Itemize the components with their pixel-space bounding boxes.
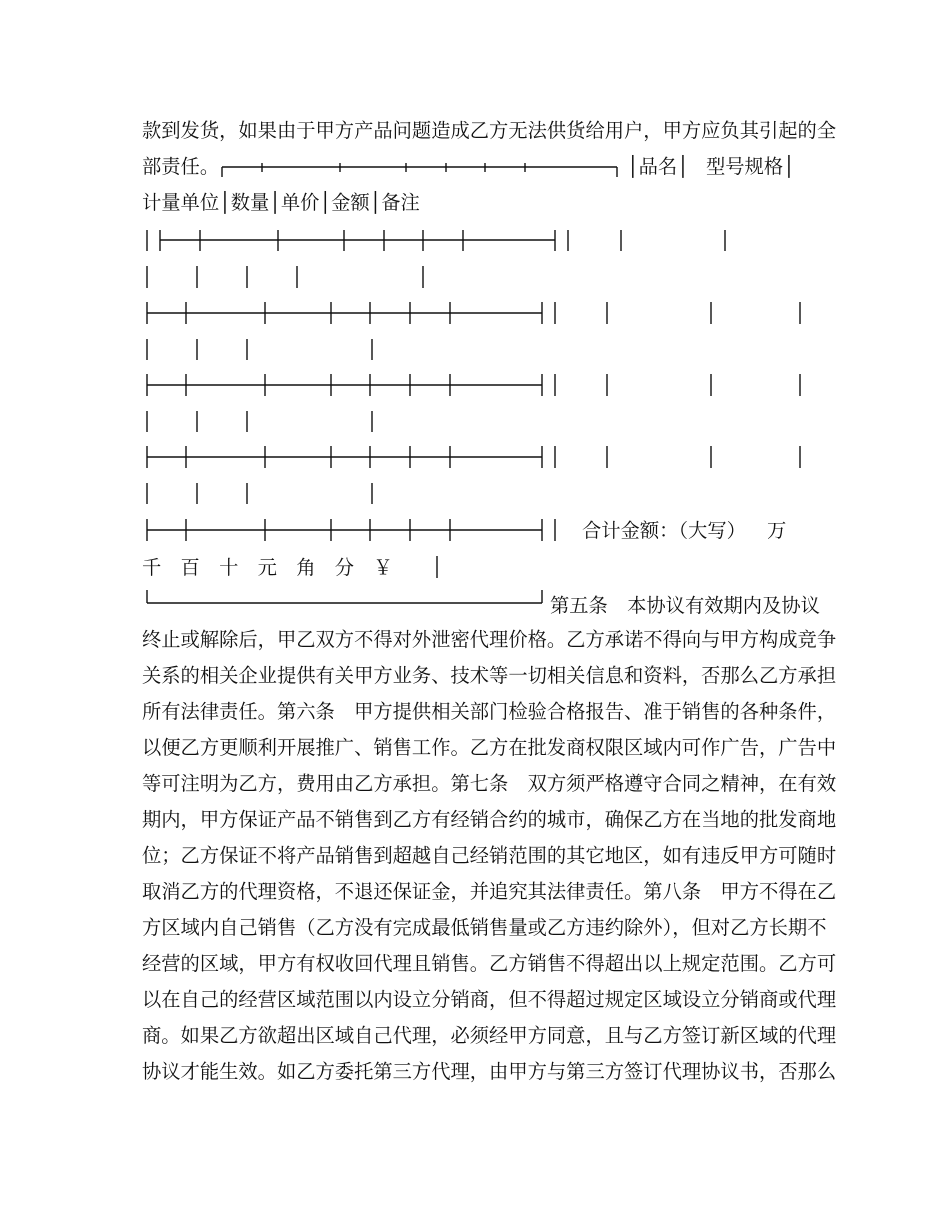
table-cell-row-4 — [147, 483, 372, 504]
table-cell-row-1 — [147, 266, 423, 288]
table-row-separator-3 — [147, 374, 800, 396]
text-line-2: 部责任。 — [142, 155, 220, 178]
body-line-10: 经营的区域，甲方有权收回代理且销售。乙方销售不得超出以上规定范围。乙方可 — [142, 952, 837, 975]
body-line-2: 关系的相关企业提供有关甲方业务、技术等一切相关信息和资料，否那么乙方承担 — [142, 664, 837, 687]
table-row-separator-2 — [147, 302, 800, 324]
table-cell-row-3 — [147, 411, 372, 432]
total-amount-label: 合计金额：（大写） — [582, 519, 746, 542]
body-line-4: 以便乙方更顺利开展推广、销售工作。乙方在批发商权限区域内可作广告，广告中 — [142, 736, 837, 759]
body-line-13: 协议才能生效。如乙方委托第三方代理，由甲方与第三方签订代理协议书，否那么 — [142, 1060, 837, 1083]
body-line-12: 商。如果乙方欲超出区域自己代理，必须经甲方同意，且与乙方签订新区域的代理 — [142, 1024, 837, 1047]
table-top-border — [222, 163, 617, 177]
table-row-separator-1 — [147, 230, 725, 251]
body-line-5: 等可注明为乙方，费用由乙方承担。第七条 双方须严格遵守合同之精神，在有效 — [142, 772, 837, 795]
table-cell-row-2 — [147, 339, 372, 360]
text-line-1: 款到发货，如果由于甲方产品问题造成乙方无法供货给用户，甲方应负其引起的全 — [142, 119, 837, 142]
table-row-separator-4 — [147, 446, 800, 468]
table-header-model-spec: 型号规格│ — [706, 155, 795, 178]
clause-five-start: 第五条 本协议有效期内及协议 — [550, 594, 820, 617]
table-row-separator-5 — [147, 519, 555, 541]
table-header-product-name: │品名│ — [627, 155, 689, 178]
total-amount-wan: 万 — [767, 519, 787, 542]
body-line-1: 终止或解除后，甲乙双方不得对外泄密代理价格。乙方承诺不得向与甲方构成竞争 — [142, 628, 837, 651]
body-line-3: 所有法律责任。第六条 甲方提供相关部门检验合格报告、准于销售的各种条件， — [142, 700, 837, 723]
table-bottom-border — [147, 590, 542, 603]
body-line-11: 以在自己的经营区域范围以内设立分销商，但不得超过规定区域设立分销商或代理 — [142, 988, 837, 1011]
total-amount-units: 千 百 十 元 角 分 ￥ — [142, 556, 393, 579]
table-header-line-2: 计量单位│数量│单价│金额│备注 — [142, 191, 420, 214]
body-line-9: 方区域内自己销售（乙方没有完成最低销售量或乙方违约除外），但对乙方长期不 — [142, 916, 827, 939]
body-line-8: 取消乙方的代理资格，不退还保证金，并追究其法律责任。第八条 甲方不得在乙 — [142, 880, 837, 903]
body-line-6: 期内，甲方保证产品不销售到乙方有经销合约的城市，确保乙方在当地的批发商地 — [142, 808, 837, 831]
body-line-7: 位；乙方保证不将产品销售到超越自己经销范围的其它地区，如有违反甲方可随时 — [142, 844, 837, 867]
